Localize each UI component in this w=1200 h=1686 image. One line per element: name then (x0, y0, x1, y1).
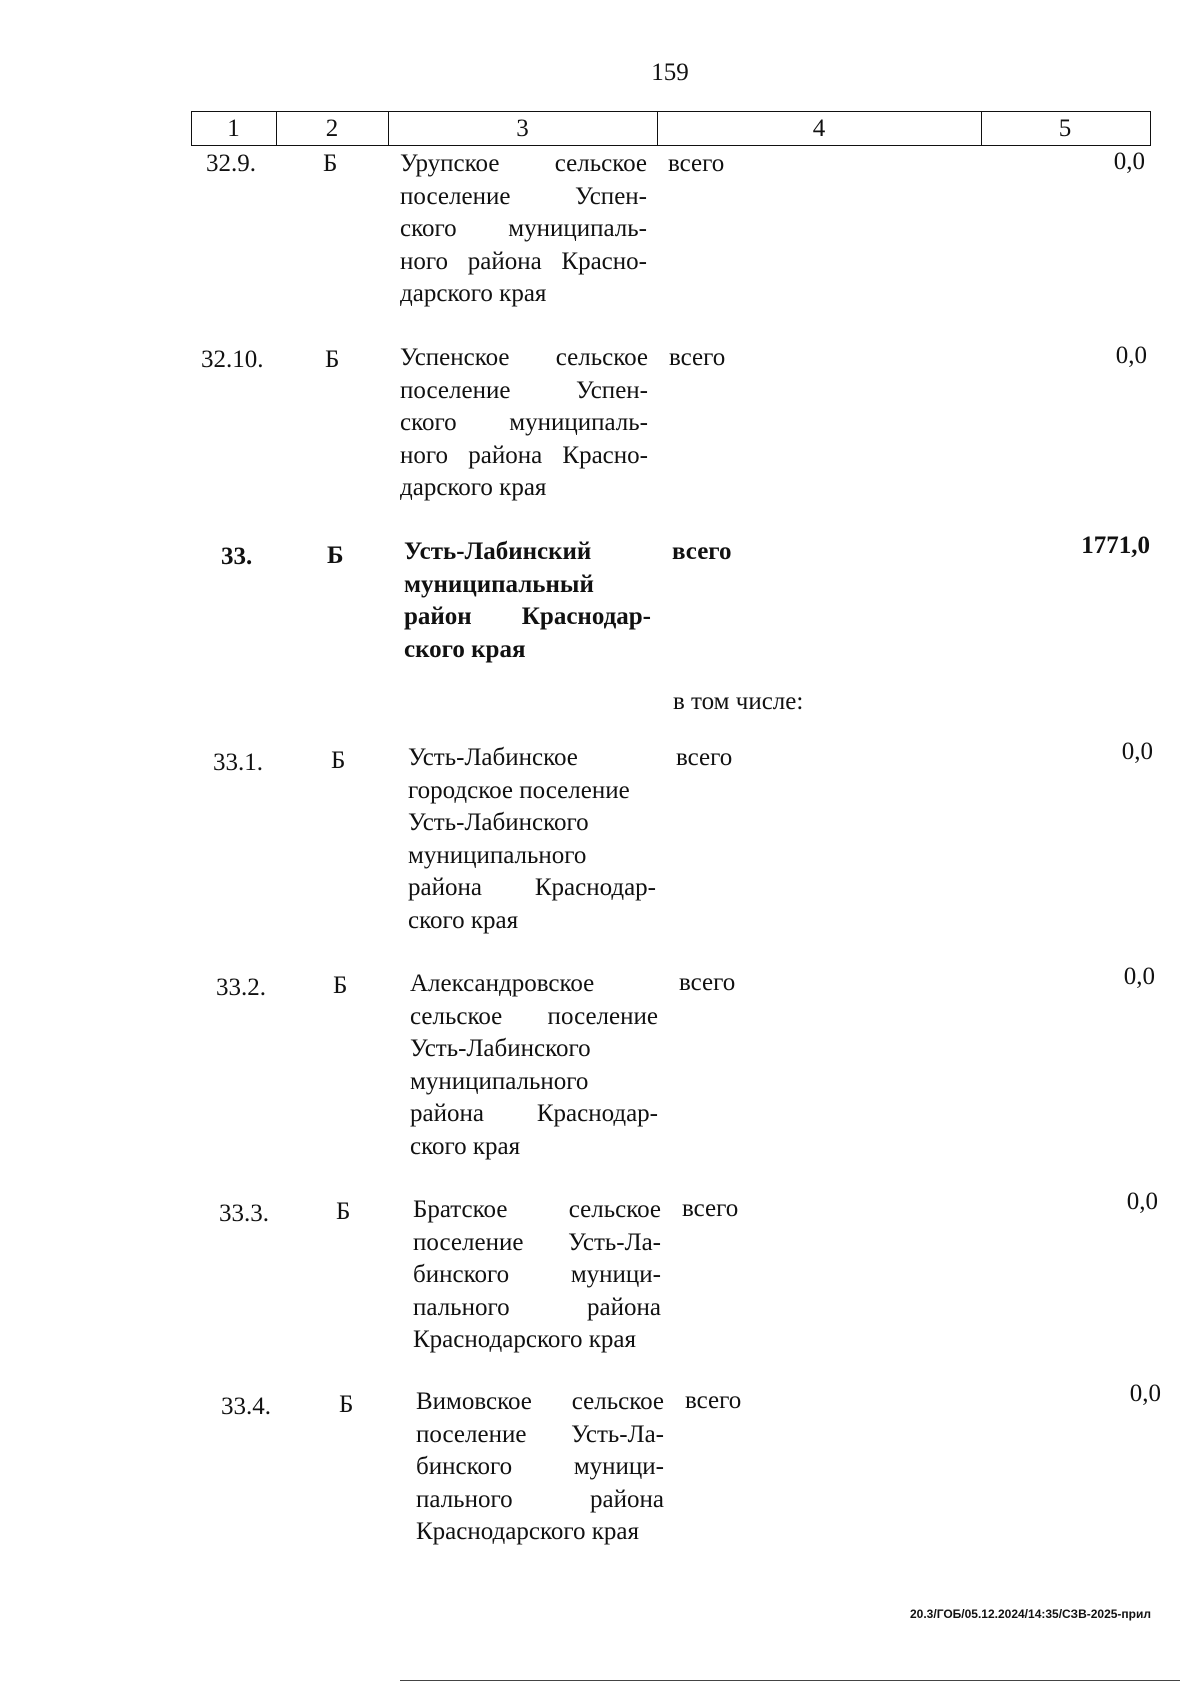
row-name (416, 1386, 664, 1549)
row-name-line: ного района Красно- (400, 441, 648, 469)
row-number: 32.10. (201, 346, 264, 373)
row-type: всего (682, 1195, 739, 1222)
row-code: Б (331, 747, 346, 774)
row-name-line: муниципального (408, 841, 587, 869)
row-type: всего (676, 744, 733, 771)
row-name-line: ского края (410, 1132, 521, 1160)
row-code: Б (333, 972, 348, 999)
header-col-4: 4 (812, 115, 826, 142)
row-name-line: Александровское (410, 970, 595, 997)
row-name-line: Краснодарского края (413, 1326, 636, 1353)
footer-stamp: 20.3/ГОБ/05.12.2024/14:35/СЗВ-2025-прил (910, 1607, 1152, 1621)
row-name-line: района Краснодар- (410, 1100, 658, 1127)
header-col-1: 1 (227, 115, 240, 142)
row-value: 0,0 (1113, 148, 1145, 175)
row-name-line: района Краснодар- (408, 874, 656, 901)
row-name-line: ного района Красно- (400, 247, 647, 275)
row-note: в том числе: (673, 688, 804, 715)
row-name-line: район Краснодар- (404, 603, 651, 630)
row-name-line: ского края (404, 635, 526, 663)
row-name-line: поселение Успен- (400, 376, 648, 404)
row-number: 33.3. (219, 1200, 269, 1227)
row-name-line: Усть-Лабинское (408, 744, 578, 771)
row-name-line: Братское сельское (413, 1196, 661, 1223)
row-name-line: поселение Усть-Ла- (413, 1228, 661, 1256)
row-name-line: Успенское сельское (400, 344, 648, 371)
row-name (404, 536, 651, 666)
scan-edge-line (400, 1680, 1180, 1681)
row-name (410, 968, 658, 1163)
row-name-line: Вимовское сельское (416, 1388, 664, 1415)
row-name (408, 742, 656, 937)
row-code: Б (327, 542, 344, 569)
row-type: всего (668, 150, 725, 177)
row-value: 0,0 (1123, 963, 1155, 990)
row-name-line: ского муниципаль- (400, 409, 648, 436)
row-type: всего (672, 538, 732, 565)
row-name-line: пального района (413, 1293, 661, 1321)
row-name-line: сельское поселение (410, 1002, 658, 1030)
row-name-line: Усть-Лабинского (408, 809, 589, 836)
row-name-line: Усть-Лабинского (410, 1035, 591, 1062)
row-name (400, 148, 647, 311)
row-name-line: городское поселение (408, 776, 630, 804)
row-name-line: бинского муници- (413, 1261, 661, 1288)
row-name-line: пального района (416, 1485, 664, 1513)
row-value: 1771,0 (1081, 532, 1150, 559)
row-name-line: дарского края (400, 474, 547, 501)
row-name (400, 342, 648, 505)
row-number: 33. (221, 543, 253, 570)
row-number: 32.9. (206, 150, 256, 177)
row-code: Б (325, 346, 340, 373)
page-number: 159 (651, 59, 689, 86)
row-number: 33.1. (213, 749, 263, 776)
row-name-line: ского муниципаль- (400, 215, 647, 242)
row-name (413, 1194, 661, 1357)
row-name-line: поселение Усть-Ла- (416, 1420, 664, 1448)
row-name-line: бинского муници- (416, 1453, 664, 1480)
row-value: 0,0 (1115, 342, 1147, 369)
header-col-2: 2 (325, 115, 339, 142)
row-type: всего (669, 344, 726, 371)
row-code: Б (323, 150, 338, 177)
row-type: всего (679, 969, 736, 996)
header-col-5: 5 (1058, 115, 1072, 142)
row-name-line: Усть-Лабинский (404, 538, 592, 565)
row-name-line: ского края (408, 906, 519, 934)
row-number: 33.4. (221, 1393, 271, 1420)
row-type: всего (685, 1387, 742, 1414)
header-col-3: 3 (516, 115, 529, 142)
row-name-line: дарского края (400, 280, 547, 307)
row-value: 0,0 (1121, 738, 1153, 765)
row-name-line: Урупское сельское (400, 150, 647, 177)
row-name-line: поселение Успен- (400, 182, 647, 210)
row-name-line: муниципального (410, 1067, 589, 1095)
row-number: 33.2. (216, 974, 266, 1001)
row-value: 0,0 (1129, 1380, 1161, 1407)
row-name-line: Краснодарского края (416, 1518, 639, 1545)
row-code: Б (336, 1198, 351, 1225)
row-value: 0,0 (1126, 1188, 1158, 1215)
row-name-line: муниципальный (404, 570, 594, 598)
row-code: Б (339, 1391, 354, 1418)
